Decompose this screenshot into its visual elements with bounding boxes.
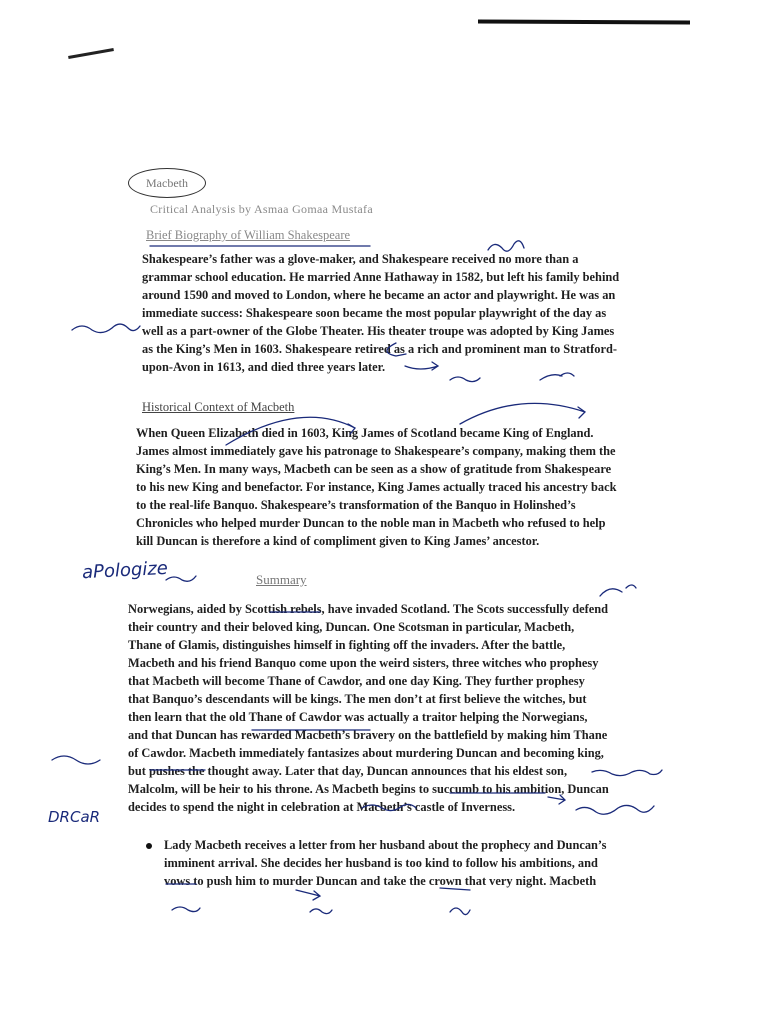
text-line: to his new King and benefactor. For instance, King James actually traced his ancestry back bbox=[136, 480, 617, 494]
scribble-stroke bbox=[172, 907, 200, 912]
text-line: Chronicles who helped murder Duncan to the noble man in Macbeth who refused to help bbox=[136, 516, 606, 530]
text-line: to the real-life Banquo. Shakespeare’s transformation of the Banquo in Holinshed’s bbox=[136, 498, 576, 512]
text-line: Malcolm, will be heir to his throne. As Macbeth begins to succumb to his ambition, Duncan bbox=[128, 782, 609, 796]
bullet-dot bbox=[146, 843, 152, 849]
handwritten-note-drcar: DRCaR bbox=[48, 808, 101, 826]
scribble-stroke bbox=[72, 324, 140, 333]
handwritten-note-apologize: aPologize bbox=[81, 557, 169, 584]
text-line: imminent arrival. She decides her husband is too kind to follow his ambitions, and bbox=[164, 856, 598, 870]
document-title bbox=[128, 168, 206, 198]
text-line: When Queen Elizabeth died in 1603, King James of Scotland became King of England. bbox=[136, 426, 594, 440]
text-line: but pushes the thought away. Later that day, Duncan announces that his eldest son, bbox=[128, 764, 568, 778]
text-line: Thane of Glamis, distinguishes himself in fighting off the invaders. After the battle, bbox=[128, 638, 566, 652]
scribble-stroke bbox=[450, 377, 480, 382]
historical-paragraph bbox=[136, 424, 616, 550]
text-line: well as a part-owner of the Globe Theater. His theater troupe was adopted by King James bbox=[142, 324, 615, 338]
text-line: Shakespeare’s father was a glove-maker, and Shakespeare received no more than a bbox=[142, 252, 579, 266]
text-line: decides to spend the night in celebration at Macbeth’s castle of Inverness. bbox=[128, 800, 516, 814]
text-line: then learn that the old Thane of Cawdor was actually a traitor helping the Norwegians, bbox=[128, 710, 588, 724]
text-line: that Banquo’s descendants will be kings. The men don’t at first believe the witches, but bbox=[128, 692, 587, 706]
page-edge-mark bbox=[478, 19, 690, 24]
scribble-stroke bbox=[450, 908, 470, 915]
text-line: and that Duncan has rewarded Macbeth’s bravery on the battlefield by making him Thane bbox=[128, 728, 608, 742]
pen-mark bbox=[68, 48, 114, 59]
text-line: Lady Macbeth receives a letter from her husband about the prophecy and Duncan’s bbox=[164, 838, 607, 852]
scribble-stroke bbox=[52, 756, 100, 764]
text-line: that Macbeth will become Thane of Cawdor, and one day King. They further prophesy bbox=[128, 674, 585, 688]
text-line: James almost immediately gave his patronage to Shakespeare’s company, making them the bbox=[136, 444, 616, 458]
text-line: King’s Men. In many ways, Macbeth can be seen as a show of gratitude from Shakespeare bbox=[136, 462, 612, 476]
text-line: Macbeth and his friend Banquo come upon the weird sisters, three witches who prophesy bbox=[128, 656, 599, 670]
document-title-text: Macbeth bbox=[146, 175, 188, 190]
scribble-stroke bbox=[310, 909, 332, 914]
biography-heading: Brief Biography of William Shakespeare bbox=[146, 228, 351, 242]
text-line: of Cawdor. Macbeth immediately fantasizes about murdering Duncan and becoming king, bbox=[128, 746, 604, 760]
text-line: grammar school education. He married Anne Hathaway in 1582, but left his family behind bbox=[142, 270, 620, 284]
text-line: immediate success: Shakespeare soon became the most popular playwright of the day as bbox=[142, 306, 607, 320]
text-line: kill Duncan is therefore a kind of compliment given to King James’ ancestor. bbox=[136, 534, 540, 548]
text-line: as the King’s Men in 1603. Shakespeare retired as a rich and prominent man to Stratford- bbox=[142, 342, 617, 356]
arrow-stroke bbox=[460, 403, 585, 424]
scribble-stroke bbox=[600, 585, 636, 596]
document-subtitle: Critical Analysis by Asmaa Gomaa Mustafa bbox=[150, 202, 373, 216]
summary-heading: Summary bbox=[256, 572, 307, 587]
text-line: vows to push him to murder Duncan and take the crown that very night. Macbeth bbox=[164, 874, 597, 888]
biography-paragraph bbox=[142, 250, 619, 376]
historical-heading: Historical Context of Macbeth bbox=[142, 400, 295, 414]
text-line: their country and their beloved king, Duncan. One Scotsman in particular, Macbeth, bbox=[128, 620, 575, 634]
text-line: upon-Avon in 1613, and died three years later. bbox=[142, 360, 386, 374]
arrow-stroke bbox=[296, 890, 320, 900]
scribble-stroke bbox=[166, 576, 196, 581]
text-line: around 1590 and moved to London, where he became an actor and playwright. He was an bbox=[142, 288, 616, 302]
summary-paragraph bbox=[128, 600, 609, 816]
bullet-paragraph bbox=[164, 836, 606, 890]
text-line: Norwegians, aided by Scottish rebels, have invaded Scotland. The Scots successfully defend bbox=[128, 602, 609, 616]
